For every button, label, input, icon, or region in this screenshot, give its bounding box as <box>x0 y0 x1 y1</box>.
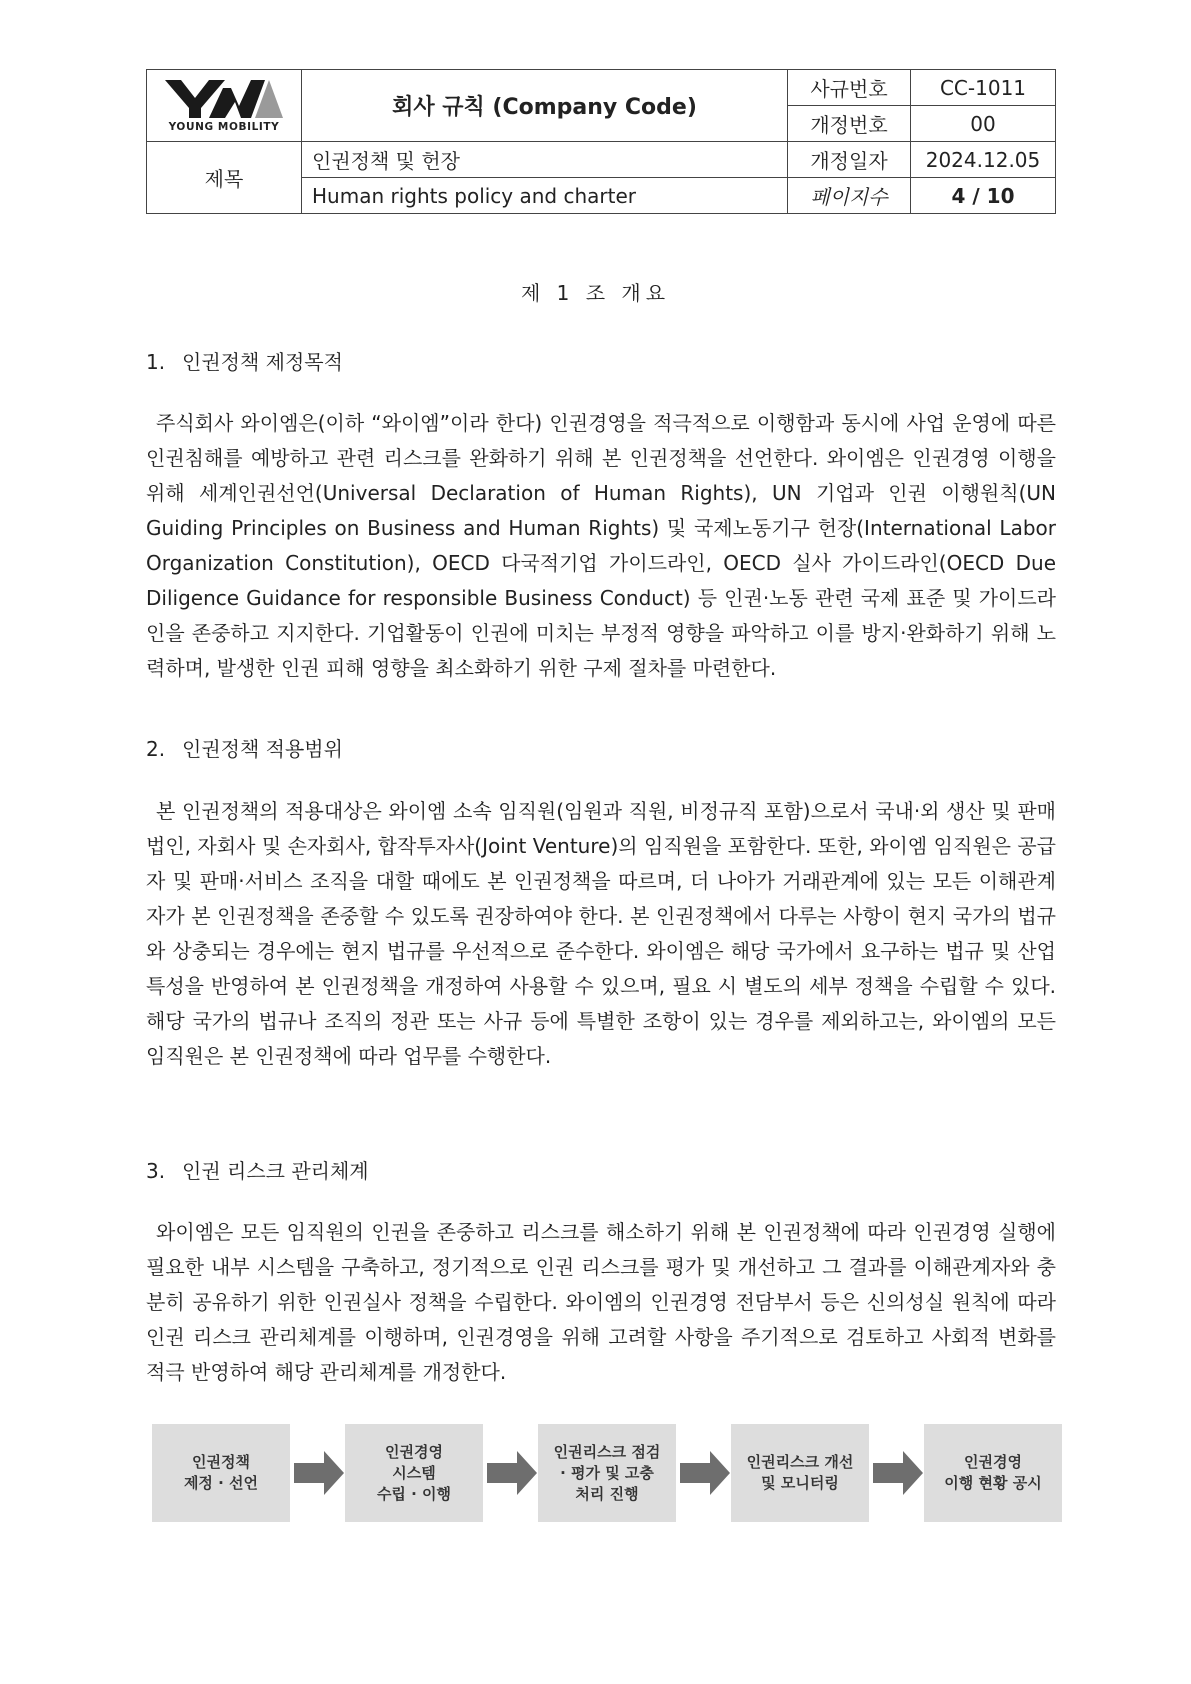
section-heading <box>146 1155 369 1184</box>
logo-wordmark: YOUNG MOBILITY <box>168 121 280 133</box>
flow-step-line: 수립 · 이행 <box>376 1484 452 1503</box>
right-arrow-icon <box>873 1451 923 1495</box>
rule-number-label: 사규번호 <box>788 70 911 106</box>
company-logo-cell <box>147 70 302 142</box>
rule-number-value: CC-1011 <box>911 70 1056 106</box>
ym-logo-icon <box>161 78 287 120</box>
section-paragraph: 주식회사 와이엠은(이하 “와이엠”이라 한다) 인권경영을 적극적으로 이행함과 동시에 사업 운영에 따른 인권침해를 예방하고 관련 리스크를 완화하기 위해 본 인권정책을 선언한다. 와이엠은 인권경영 이행을 위해 세계인권선언(Universal Declaration of Human Rights), UN 기업과 인권 이행원칙(UN Guiding Principles on Business and Human Rights) 및 국제노동기구 헌장(International Labor Organization Constitution), OECD 다국적기업 가이드라인, OECD 실사 가이드라인(OECD Due Diligence Guidance for responsible Business Conduct) 등 인권·노동 관련 국제 표준 및 가이드라인을 존중하고 지지한다. 기업활동이 인권에 미치는 부정적 영향을 파악하고 이를 방지·완화하기 위해 노력하며, 발생한 인권 피해 영향을 최소화하기 위한 구제 절차를 마련한다. <box>146 411 1056 680</box>
flow-step-line: 인권리스크 점검 <box>553 1442 661 1461</box>
flow-step-line: 이행 현황 공시 <box>944 1474 1042 1492</box>
flow-step-line: 처리 진행 <box>575 1484 639 1503</box>
risk-management-flow-diagram <box>152 1424 1048 1522</box>
subject-english: Human rights policy and charter <box>302 178 788 214</box>
revision-number-value: 00 <box>911 106 1056 142</box>
revision-number-label: 개정번호 <box>788 106 911 142</box>
section-title: 인권정책 제정목적 <box>182 350 343 374</box>
section-number: 3. <box>146 1159 166 1183</box>
company-logo <box>147 78 301 133</box>
flow-step-line: 인권정책 <box>192 1453 250 1471</box>
flow-step-box <box>538 1424 676 1522</box>
flow-step-line: 및 모니터링 <box>761 1474 839 1492</box>
flow-step-line: 인권리스크 개선 <box>746 1453 854 1471</box>
section-number: 2. <box>146 737 166 761</box>
right-arrow-icon <box>487 1451 537 1495</box>
page-count-label: 페이지수 <box>788 178 911 214</box>
section-paragraph: 와이엠은 모든 임직원의 인권을 존중하고 리스크를 해소하기 위해 본 인권정책에 따라 인권경영 실행에 필요한 내부 시스템을 구축하고, 정기적으로 인권 리스크를 평가 및 개선하고 그 결과를 이해관계자와 충분히 공유하기 위한 인권실사 정책을 수립한다. 와이엠의 인권경영 전담부서 등은 신의성실 원칙에 따라 인권 리스크 관리체계를 이행하며, 인권경영을 위해 고려할 사항을 주기적으로 검토하고 사회적 변화를 적극 반영하여 해당 관리체계를 개정한다. <box>146 1220 1056 1384</box>
subject-korean: 인권정책 및 헌장 <box>302 142 788 178</box>
flow-step-box <box>924 1424 1062 1522</box>
revision-date-value: 2024.12.05 <box>911 142 1056 178</box>
flow-step-line: · 평가 및 고충 <box>560 1463 654 1482</box>
section-title: 인권 리스크 관리체계 <box>182 1159 369 1183</box>
revision-date-label: 개정일자 <box>788 142 911 178</box>
flow-step-line: 인권경영 <box>385 1442 443 1461</box>
flow-step-box <box>152 1424 290 1522</box>
document-header-table <box>146 69 1056 214</box>
flow-step-box <box>731 1424 869 1522</box>
subject-label: 제목 <box>147 142 302 214</box>
flow-step-line: 인권경영 <box>964 1453 1022 1471</box>
flow-step-box <box>345 1424 483 1522</box>
document-title: 회사 규칙 (Company Code) <box>302 70 788 142</box>
flow-step-line: 시스템 <box>392 1463 436 1482</box>
section-heading <box>146 733 343 762</box>
section-paragraph: 본 인권정책의 적용대상은 와이엠 소속 임직원(임원과 직원, 비정규직 포함)으로서 국내·외 생산 및 판매법인, 자회사 및 손자회사, 합작투자사(Joint Venture)의 임직원을 포함한다. 또한, 와이엠 임직원은 공급자 및 판매·서비스 조직을 대할 때에도 본 인권정책을 따르며, 더 나아가 거래관계에 있는 모든 이해관계자가 본 인권정책을 존중할 수 있도록 권장하여야 한다. 본 인권정책에서 다루는 사항이 현지 국가의 법규와 상충되는 경우에는 현지 법규를 우선적으로 준수한다. 와이엠은 해당 국가에서 요구하는 법규 및 산업 특성을 반영하여 본 인권정책을 개정하여 사용할 수 있으며, 필요 시 별도의 세부 정책을 수립할 수 있다. 해당 국가의 법규나 조직의 정관 또는 사규 등에 특별한 조항이 있는 경우를 제외하고는, 와이엠의 모든 임직원은 본 인권정책에 따라 업무를 수행한다. <box>146 799 1056 1068</box>
right-arrow-icon <box>680 1451 730 1495</box>
page-count-value: 4 / 10 <box>911 178 1056 214</box>
right-arrow-icon <box>294 1451 344 1495</box>
section-number: 1. <box>146 350 166 374</box>
article-title: 제 1 조 개요 <box>520 281 671 305</box>
section-title: 인권정책 적용범위 <box>182 737 343 761</box>
section-heading <box>146 346 343 375</box>
flow-step-line: 제정 · 선언 <box>183 1474 259 1492</box>
